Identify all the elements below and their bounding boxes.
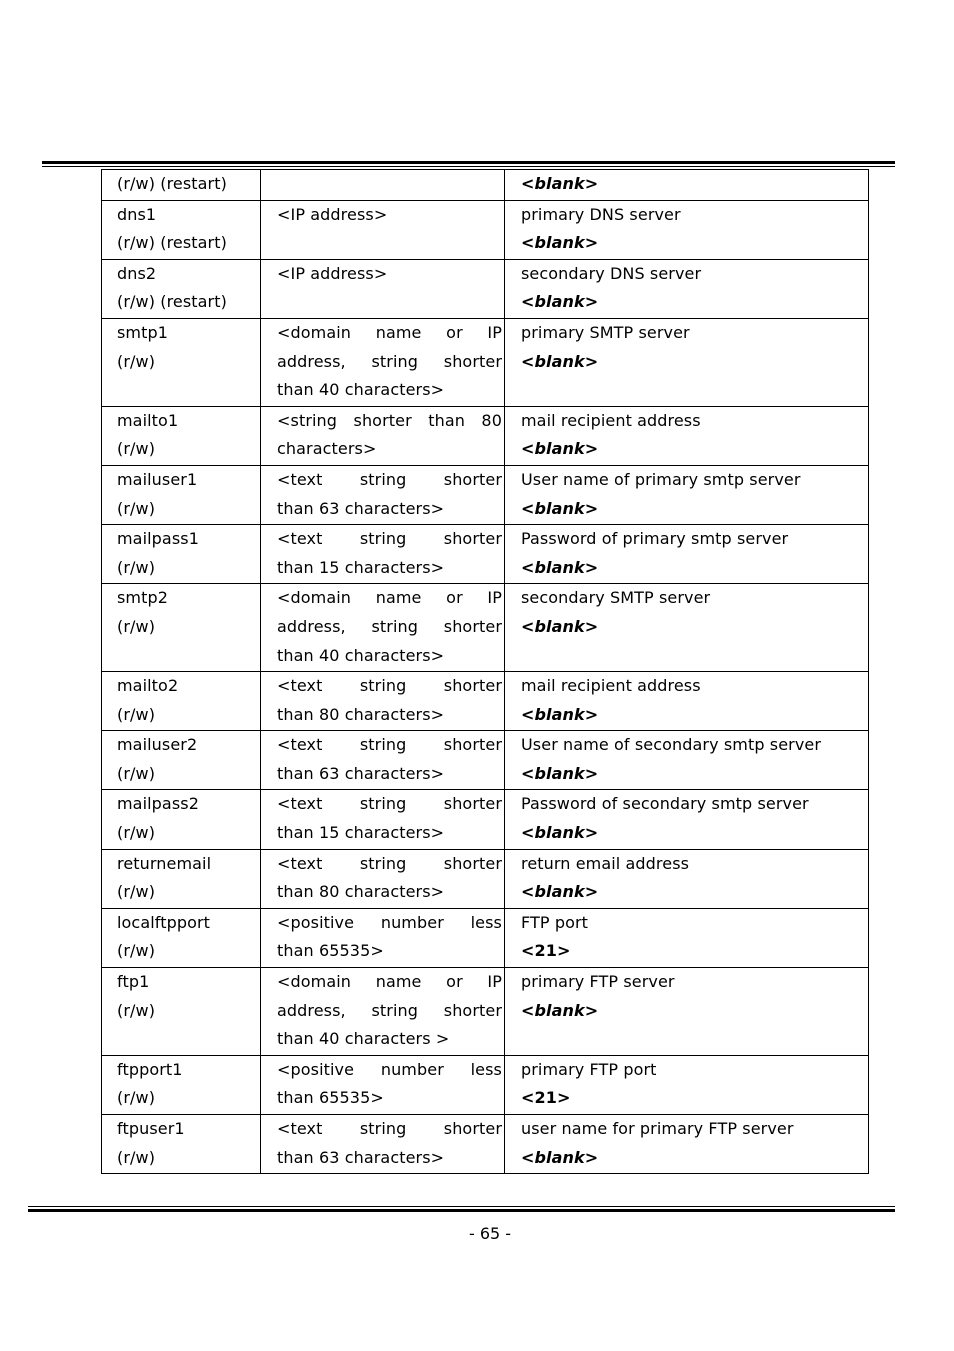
description-text: User name of secondary smtp server: [521, 735, 822, 755]
parameter-access: (r/w): [117, 351, 156, 371]
value-line: <IP address>: [277, 204, 388, 224]
parameter-value-cell: [261, 200, 505, 259]
parameter-name-cell: [102, 525, 261, 584]
value-line: than 63 characters>: [277, 498, 445, 518]
description-text: primary FTP port: [521, 1059, 657, 1079]
default-value: <blank>: [521, 882, 599, 902]
table-row: [102, 259, 869, 318]
parameter-name: mailuser2: [117, 735, 198, 755]
parameter-name: returnemail: [117, 853, 212, 873]
parameter-value-cell: [261, 170, 505, 201]
parameter-access: (r/w): [117, 557, 156, 577]
parameter-value-cell: [261, 259, 505, 318]
parameter-value-cell: [261, 406, 505, 465]
parameter-access: (r/w): [117, 704, 156, 724]
parameter-value-cell: [261, 318, 505, 406]
parameter-access: (r/w): [117, 823, 156, 843]
parameter-access: (r/w): [117, 1088, 156, 1108]
parameter-value-cell: [261, 1115, 505, 1174]
value-line: than 65535>: [277, 1088, 384, 1108]
parameter-value-cell: [261, 849, 505, 908]
value-line: <text string shorter: [277, 735, 502, 755]
parameter-name-cell: [102, 200, 261, 259]
parameter-value-cell: [261, 790, 505, 849]
value-line: <positive number less: [277, 1059, 502, 1079]
parameter-description-cell: [505, 465, 869, 524]
parameter-description-cell: [505, 672, 869, 731]
value-line: <string shorter than 80: [277, 410, 502, 430]
description-text: Password of secondary smtp server: [521, 794, 809, 814]
parameter-value-cell: [261, 731, 505, 790]
table-row: [102, 200, 869, 259]
parameter-value-cell: [261, 584, 505, 672]
parameter-name-cell: [102, 170, 261, 201]
description-text: User name of primary smtp server: [521, 469, 801, 489]
parameter-description-cell: [505, 790, 869, 849]
table-row: [102, 170, 869, 201]
parameter-description-cell: [505, 259, 869, 318]
description-text: primary SMTP server: [521, 322, 690, 342]
parameter-value-cell: [261, 968, 505, 1056]
parameter-access: (r/w) (restart): [117, 292, 227, 312]
value-line: <text string shorter: [277, 1119, 502, 1138]
parameter-name: smtp1: [117, 322, 169, 342]
value-line: address, string shorter: [277, 616, 502, 636]
parameter-name-cell: [102, 406, 261, 465]
parameter-name-cell: [102, 908, 261, 967]
parameter-access: (r/w) (restart): [117, 233, 227, 253]
parameter-description-cell: [505, 584, 869, 672]
parameter-value-cell: [261, 1055, 505, 1114]
parameter-description-cell: [505, 908, 869, 967]
value-line: than 80 characters>: [277, 704, 445, 724]
value-line: than 40 characters>: [277, 645, 445, 665]
table-row: [102, 790, 869, 849]
parameter-name: mailto1: [117, 410, 179, 430]
value-line: address, string shorter: [277, 351, 502, 371]
default-value: <blank>: [521, 1147, 599, 1167]
parameter-access: (r/w): [117, 439, 156, 459]
description-text: secondary DNS server: [521, 263, 702, 283]
table-row: [102, 908, 869, 967]
parameter-name: mailpass2: [117, 794, 199, 814]
parameter-description-cell: [505, 731, 869, 790]
description-text: return email address: [521, 853, 690, 873]
parameter-name-cell: [102, 584, 261, 672]
table-row: [102, 406, 869, 465]
parameter-description-cell: [505, 1115, 869, 1174]
parameter-description-cell: [505, 1055, 869, 1114]
value-line: than 40 characters >: [277, 1029, 450, 1049]
value-line: <domain name or IP: [277, 322, 502, 342]
parameter-name: localftpport: [117, 912, 211, 932]
parameter-name-cell: [102, 790, 261, 849]
description-text: primary DNS server: [521, 204, 681, 224]
value-line: <IP address>: [277, 263, 388, 283]
table-row: [102, 318, 869, 406]
parameter-name-cell: [102, 318, 261, 406]
parameter-name-cell: [102, 731, 261, 790]
parameter-description-cell: [505, 406, 869, 465]
default-value: <blank>: [521, 763, 599, 783]
parameter-description-cell: [505, 849, 869, 908]
default-value: <blank>: [521, 439, 599, 459]
value-line: <text string shorter: [277, 853, 502, 873]
value-line: <positive number less: [277, 912, 502, 932]
parameter-value-cell: [261, 908, 505, 967]
value-line: than 15 characters>: [277, 557, 445, 577]
parameter-access: (r/w): [117, 763, 156, 783]
parameter-name: mailto2: [117, 676, 179, 696]
description-text: secondary SMTP server: [521, 588, 711, 608]
value-line: than 63 characters>: [277, 763, 445, 783]
table-row: [102, 465, 869, 524]
default-value: <blank>: [521, 174, 599, 193]
parameter-description-cell: [505, 200, 869, 259]
default-value: <blank>: [521, 233, 599, 253]
parameter-name: ftpuser1: [117, 1119, 185, 1138]
parameter-description-cell: [505, 170, 869, 201]
default-value: <21>: [521, 1088, 571, 1108]
value-line: than 15 characters>: [277, 823, 445, 843]
value-line: <text string shorter: [277, 794, 502, 814]
default-value: <21>: [521, 941, 571, 961]
parameter-description-cell: [505, 968, 869, 1056]
page-number: - 65 -: [468, 1224, 512, 1243]
table-row: [102, 968, 869, 1056]
default-value: <blank>: [521, 292, 599, 312]
table-row: [102, 525, 869, 584]
parameter-name-cell: [102, 849, 261, 908]
default-value: <blank>: [521, 823, 599, 843]
parameter-access: (r/w): [117, 498, 156, 518]
default-value: <blank>: [521, 616, 599, 636]
parameter-value-cell: [261, 525, 505, 584]
value-line: <text string shorter: [277, 529, 502, 549]
header-rule: [42, 161, 895, 167]
parameter-access: (r/w): [117, 1000, 156, 1020]
default-value: <blank>: [521, 704, 599, 724]
parameter-name-cell: [102, 259, 261, 318]
parameter-access: (r/w): [117, 616, 156, 636]
value-line: than 40 characters>: [277, 380, 445, 400]
description-text: primary FTP server: [521, 972, 675, 992]
default-value: <blank>: [521, 351, 599, 371]
parameter-name: mailpass1: [117, 529, 199, 549]
description-text: mail recipient address: [521, 676, 701, 696]
parameter-description-cell: [505, 318, 869, 406]
default-value: <blank>: [521, 498, 599, 518]
value-line: than 65535>: [277, 941, 384, 961]
value-line: than 63 characters>: [277, 1147, 445, 1167]
parameter-value-cell: [261, 672, 505, 731]
description-text: FTP port: [521, 912, 589, 932]
table-row: [102, 1115, 869, 1174]
description-text: mail recipient address: [521, 410, 701, 430]
value-line: <text string shorter: [277, 469, 502, 489]
parameter-value-cell: [261, 465, 505, 524]
description-text: Password of primary smtp server: [521, 529, 789, 549]
parameter-name-cell: [102, 465, 261, 524]
parameter-name: ftpport1: [117, 1059, 183, 1079]
parameter-name: ftp1: [117, 972, 150, 992]
description-text: user name for primary FTP server: [521, 1119, 794, 1138]
parameter-access: (r/w): [117, 882, 156, 902]
default-value: <blank>: [521, 1000, 599, 1020]
value-line: <text string shorter: [277, 676, 502, 696]
table-row: [102, 849, 869, 908]
parameter-name: dns1: [117, 204, 157, 224]
value-line: address, string shorter: [277, 1000, 502, 1020]
parameter-access: (r/w): [117, 1147, 156, 1167]
parameter-description-cell: [505, 525, 869, 584]
parameter-name-cell: [102, 1115, 261, 1174]
footer-rule: [28, 1206, 895, 1212]
value-line: than 80 characters>: [277, 882, 445, 902]
table-row: [102, 1055, 869, 1114]
parameter-name: mailuser1: [117, 469, 198, 489]
default-value: <blank>: [521, 557, 599, 577]
parameter-name-cell: [102, 672, 261, 731]
parameter-name-cell: [102, 968, 261, 1056]
parameter-table: [101, 169, 869, 1174]
parameter-access: (r/w) (restart): [117, 174, 227, 193]
parameter-access: (r/w): [117, 941, 156, 961]
value-line: characters>: [277, 439, 377, 459]
table-row: [102, 731, 869, 790]
value-line: <domain name or IP: [277, 972, 502, 992]
parameter-name-cell: [102, 1055, 261, 1114]
table-row: [102, 584, 869, 672]
parameter-name: smtp2: [117, 588, 169, 608]
parameter-name: dns2: [117, 263, 157, 283]
table-row: [102, 672, 869, 731]
value-line: <domain name or IP: [277, 588, 502, 608]
